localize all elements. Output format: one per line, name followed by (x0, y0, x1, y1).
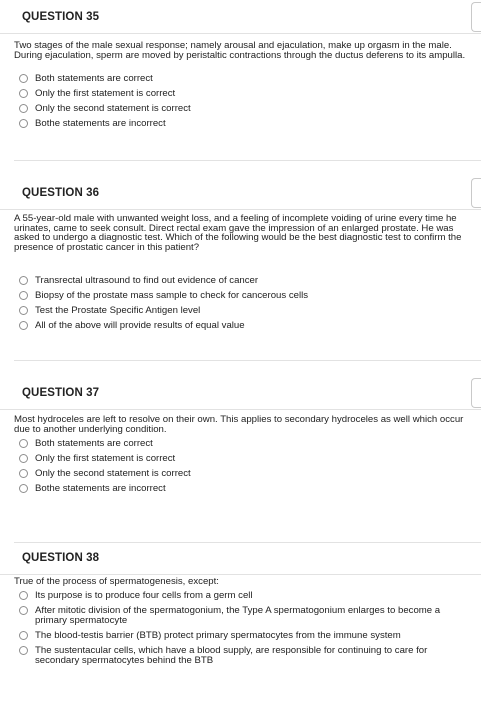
radio-button[interactable] (19, 119, 28, 128)
answer-option[interactable] (18, 591, 473, 601)
radio-button[interactable] (19, 454, 28, 463)
option-label: Test the Prostate Specific Antigen level (35, 305, 201, 316)
option-label: Its purpose is to produce four cells from a germ cell (35, 590, 253, 601)
option-label: The blood-testis barrier (BTB) protect primary spermatocytes from the immune system (35, 630, 401, 641)
question-title: QUESTION 35 (22, 11, 100, 23)
option-label: Both statements are correct (35, 73, 153, 84)
radio-button[interactable] (19, 104, 28, 113)
answer-options (18, 591, 473, 671)
answer-option[interactable] (18, 306, 473, 316)
answer-option[interactable] (18, 631, 473, 641)
question-37 (0, 376, 481, 494)
question-divider (14, 360, 481, 361)
option-label: Bothe statements are incorrect (35, 483, 166, 494)
radio-button[interactable] (19, 646, 28, 655)
question-text: A 55-year-old male with unwanted weight loss, and a feeling of incomplete voiding of urine every time he urinates, came to seek consult. Direct rectal exam gave the impression of an enlarged prostate. He was asked to undergo a diagnostic test. Which of the following would be the best diagnostic test to confirm the presence of prostatic cancer in this patient? (14, 213, 462, 253)
radio-button[interactable] (19, 306, 28, 315)
question-title: QUESTION 38 (22, 552, 100, 564)
radio-button[interactable] (19, 276, 28, 285)
radio-button[interactable] (19, 89, 28, 98)
radio-button[interactable] (19, 439, 28, 448)
option-label: Both statements are correct (35, 438, 153, 449)
option-label: All of the above will provide results of equal value (35, 320, 245, 331)
radio-button[interactable] (19, 631, 28, 640)
question-text: Most hydroceles are left to resolve on their own. This applies to secondary hydroceles as well which occur due to another underlying condition. (14, 414, 464, 435)
answer-options (18, 439, 473, 499)
question-status-tab[interactable] (471, 2, 481, 32)
answer-option[interactable] (18, 119, 473, 129)
question-35 (0, 0, 481, 129)
radio-button[interactable] (19, 591, 28, 600)
question-header (0, 0, 481, 34)
radio-button[interactable] (19, 291, 28, 300)
answer-option[interactable] (18, 454, 473, 464)
answer-option[interactable] (18, 74, 473, 84)
question-header (0, 176, 481, 210)
option-label: Transrectal ultrasound to find out evidence of cancer (35, 275, 259, 286)
radio-button[interactable] (19, 469, 28, 478)
question-header (0, 376, 481, 410)
option-label: Only the second statement is correct (35, 103, 191, 114)
question-text: True of the process of spermatogenesis, except: (14, 576, 219, 587)
question-status-tab[interactable] (471, 178, 481, 208)
answer-option[interactable] (18, 469, 473, 479)
answer-option[interactable] (18, 89, 473, 99)
radio-button[interactable] (19, 321, 28, 330)
option-label: Only the first statement is correct (35, 453, 176, 464)
answer-option[interactable] (18, 606, 473, 626)
answer-option[interactable] (18, 646, 473, 666)
answer-option[interactable] (18, 291, 473, 301)
answer-option[interactable] (18, 484, 473, 494)
answer-option[interactable] (18, 276, 473, 286)
option-label: After mitotic division of the spermatogonium, the Type A spermatogonium enlarges to become a primary spermatocyte (35, 605, 441, 626)
answer-option[interactable] (18, 104, 473, 114)
question-title: QUESTION 37 (22, 387, 100, 399)
answer-option[interactable] (18, 321, 473, 331)
question-text: Two stages of the male sexual response; namely arousal and ejaculation, make up orgasm in the male. During ejaculation, sperm are moved by peristaltic contractions through the ductus deferens to its ampulla. (14, 40, 466, 61)
option-label: Only the second statement is correct (35, 468, 191, 479)
question-38 (0, 541, 481, 666)
question-title: QUESTION 36 (22, 187, 100, 199)
answer-options (18, 74, 473, 134)
option-label: Bothe statements are incorrect (35, 118, 166, 129)
question-36 (0, 176, 481, 331)
question-status-tab[interactable] (471, 378, 481, 408)
question-header (0, 541, 481, 575)
radio-button[interactable] (19, 74, 28, 83)
option-label: Only the first statement is correct (35, 88, 176, 99)
answer-options (18, 276, 473, 336)
answer-option[interactable] (18, 439, 473, 449)
question-divider (14, 160, 481, 161)
option-label: Biopsy of the prostate mass sample to check for cancerous cells (35, 290, 309, 301)
radio-button[interactable] (19, 484, 28, 493)
option-label: The sustentacular cells, which have a blood supply, are responsible for continuing to care for secondary spermatocytes behind the BTB (35, 645, 428, 666)
radio-button[interactable] (19, 606, 28, 615)
